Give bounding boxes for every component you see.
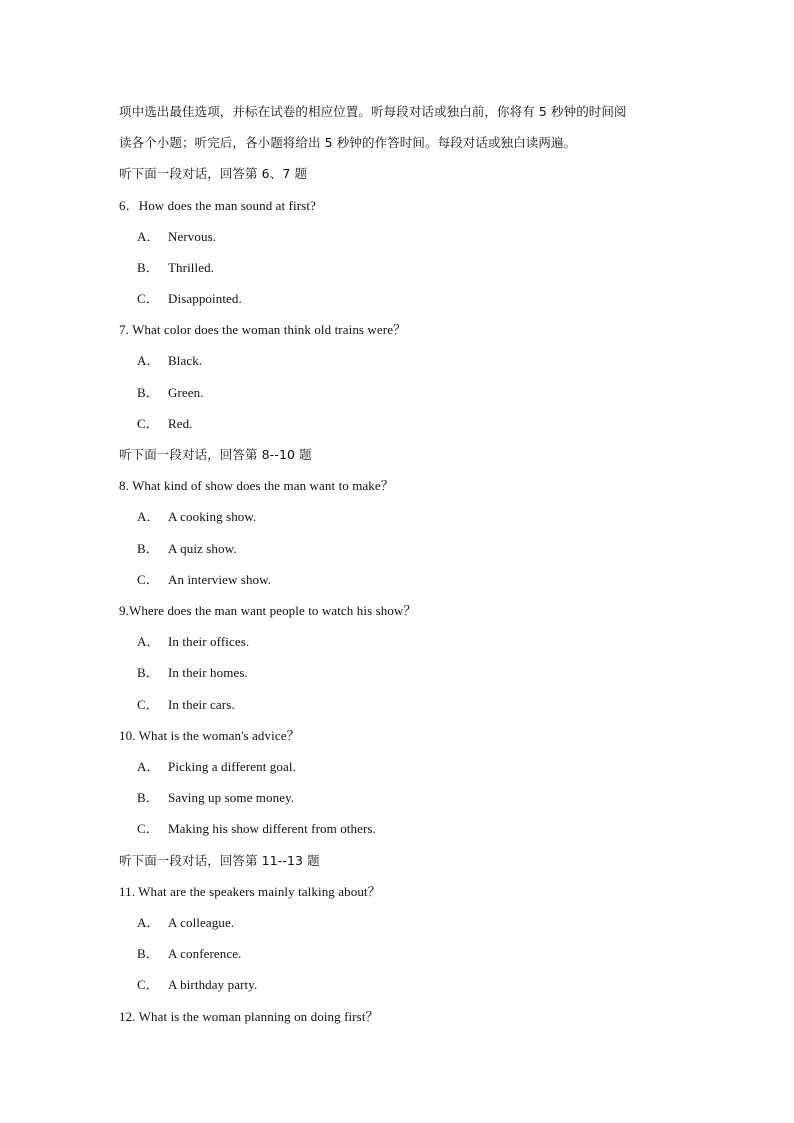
option-8b <box>137 541 237 557</box>
option-text: Thrilled. <box>168 260 215 275</box>
option-letter: C． <box>137 977 159 992</box>
question-11: 11. What are the speakers mainly talking about？ <box>119 884 381 899</box>
question-9: 9.Where does the man want people to watch his show？ <box>119 603 417 618</box>
option-text: A birthday party. <box>168 977 258 992</box>
option-8a <box>137 509 256 525</box>
question-12: 12. What is the woman planning on doing first？ <box>119 1009 379 1024</box>
option-letter: B． <box>137 260 159 275</box>
option-letter: C． <box>137 416 159 431</box>
option-9a <box>137 634 249 650</box>
section-heading: 听下面一段对话，回答第 11--13 题 <box>119 853 320 868</box>
option-letter: A． <box>137 229 160 244</box>
option-8c <box>137 572 271 588</box>
option-letter: B． <box>137 665 159 680</box>
option-10a <box>137 759 296 775</box>
option-9c <box>137 697 235 713</box>
option-text: In their homes. <box>168 665 248 680</box>
option-text: Nervous. <box>168 229 217 244</box>
option-letter: A． <box>137 353 160 368</box>
option-text: Saving up some money. <box>168 790 295 805</box>
section-heading: 听下面一段对话，回答第 8--10 题 <box>119 447 312 462</box>
option-6a <box>137 229 216 245</box>
option-10c <box>137 821 376 837</box>
option-11c <box>137 977 257 993</box>
option-text: Making his show different from others. <box>168 821 376 836</box>
intro-line-1: 项中选出最佳选项，并标在试卷的相应位置。听每段对话或独白前，你将有 5 秒钟的时间阅 <box>119 104 627 119</box>
option-7b <box>137 385 204 401</box>
option-text: Green. <box>168 385 204 400</box>
option-6c <box>137 291 242 307</box>
option-text: In their offices. <box>168 634 250 649</box>
option-letter: A． <box>137 759 160 774</box>
option-text: A conference. <box>168 946 242 961</box>
option-9b <box>137 665 248 681</box>
question-7: 7. What color does the woman think old trains were？ <box>119 322 407 337</box>
option-letter: C． <box>137 697 159 712</box>
option-text: Picking a different goal. <box>168 759 296 774</box>
intro-line-2: 读各个小题；听完后，各小题将给出 5 秒钟的作答时间。每段对话或独白读两遍。 <box>119 135 577 150</box>
option-text: Black. <box>168 353 203 368</box>
option-letter: C． <box>137 821 159 836</box>
section-heading: 听下面一段对话，回答第 6、7 题 <box>119 166 308 181</box>
option-text: Red. <box>168 416 193 431</box>
option-text: In their cars. <box>168 697 235 712</box>
option-text: A quiz show. <box>168 541 237 556</box>
option-6b <box>137 260 214 276</box>
question-10: 10. What is the woman's advice？ <box>119 728 300 743</box>
option-letter: C． <box>137 291 159 306</box>
option-letter: A． <box>137 634 160 649</box>
option-letter: A． <box>137 509 160 524</box>
option-letter: B． <box>137 946 159 961</box>
option-text: A cooking show. <box>168 509 257 524</box>
option-letter: C． <box>137 572 159 587</box>
option-11a <box>137 915 234 931</box>
option-letter: B． <box>137 790 159 805</box>
option-letter: B． <box>137 385 159 400</box>
option-7c <box>137 416 193 432</box>
option-11b <box>137 946 241 962</box>
option-7a <box>137 353 202 369</box>
question-6: 6．How does the man sound at first? <box>119 198 316 213</box>
option-text: An interview show. <box>168 572 272 587</box>
question-8: 8. What kind of show does the man want to make？ <box>119 478 394 493</box>
option-text: A colleague. <box>168 915 235 930</box>
option-letter: B． <box>137 541 159 556</box>
option-letter: A． <box>137 915 160 930</box>
option-text: Disappointed. <box>168 291 242 306</box>
option-10b <box>137 790 294 806</box>
